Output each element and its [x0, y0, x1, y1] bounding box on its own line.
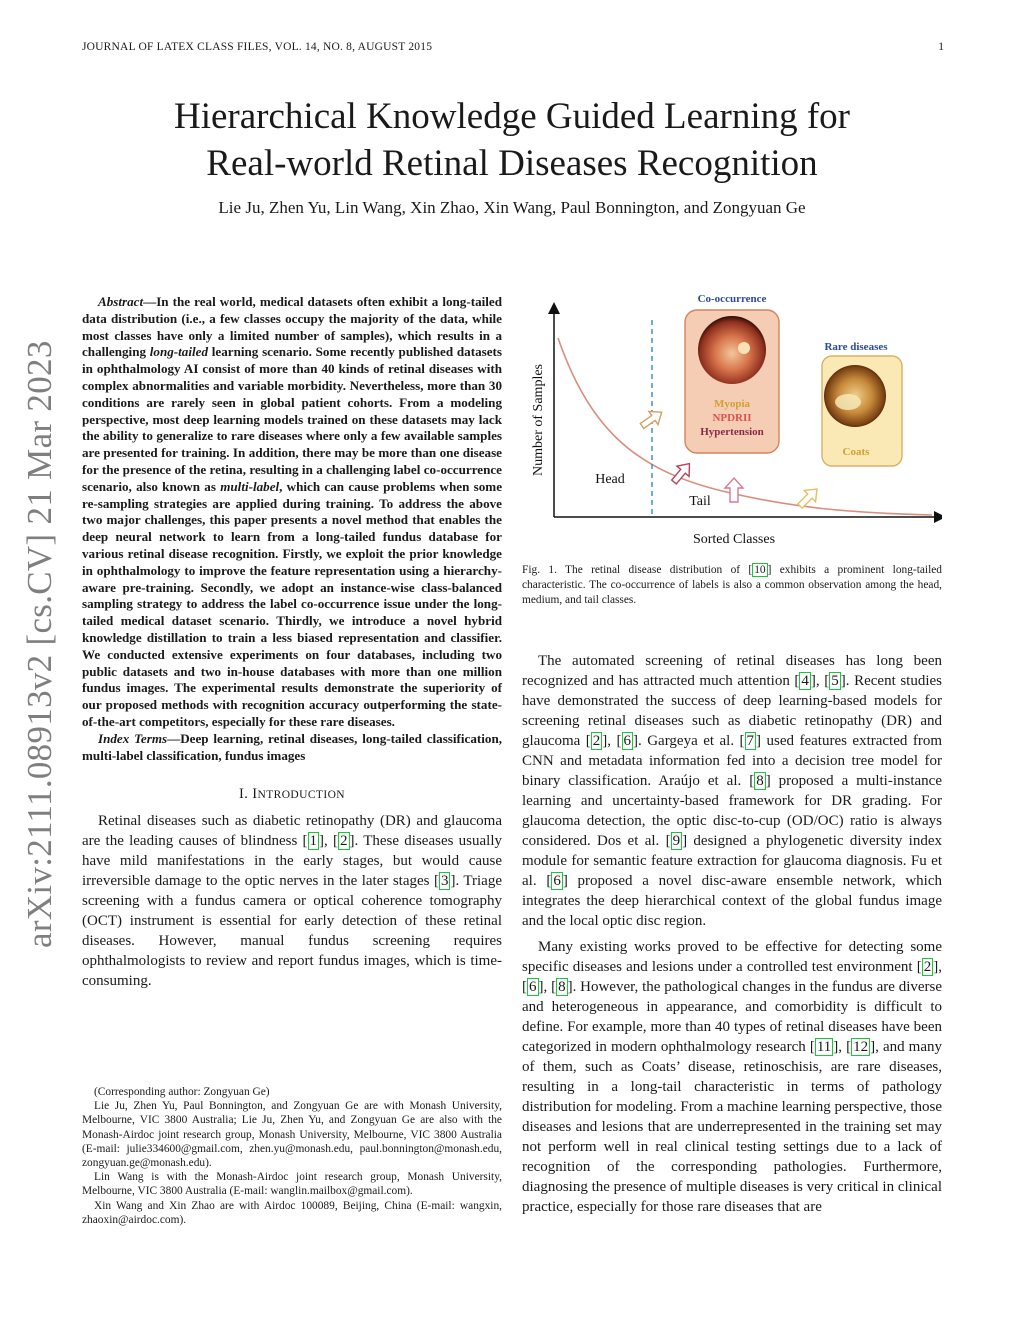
abstract-text-3: , which can cause problems when some re-sampling strategies are applied during training. To address the above two major challenges, this paper presents a novel method that enables the deep neural network to learn from a long-tailed fundus database for various retinal disease recognition. Firstly, we exploit the prior knowledge in ophthalmology to improve the feature representation using a hierarchy-aware pre-training. Secondly, we adopt an instance-wise class-balanced sampling strategy to address the label co-occurrence issue under the long-tailed medical dataset scenario. Thirdly, we introduce a novel hybrid knowledge distillation to train a less biased representation and classifier. We conducted extensive experiments on four databases, including two public datasets and two in-house databases with more than one million fundus images. The experimental results demonstrate the superiority of our proposed methods with recognition accuracy outperforming the state-of-the-art competitors, especially for these rare diseases.	[82, 478, 503, 729]
citation-link[interactable]: 8	[558, 979, 566, 995]
citation-link[interactable]: 2	[923, 959, 932, 975]
optic-disc	[738, 342, 750, 354]
index-terms	[82, 731, 502, 765]
citation-link[interactable]: 3	[440, 873, 449, 890]
disease-hypertension: Hypertension	[700, 426, 764, 438]
head-label: Head	[595, 472, 625, 487]
abstract-text-2: learning scenario. Some recently published datasets in ophthalmology AI consist of more than 40 kinds of retinal diseases with complex abnormalities and variable morbidity. Nevertheless, more than 30 conditions are rarely seen in global patient cohorts. From a modeling perspective, most deep learning models trained on these datasets may lack the ability to generalize to rare diseases where only a few available samples are presented for training. In addition, there may be more than one disease for the presence of the retina, resulting in a challenging label co-occurrence scenario, also known as	[82, 344, 502, 494]
citation-link[interactable]: 9	[672, 833, 681, 849]
body-paragraph-2: Many existing works proved to be effective for detecting some specific diseases and lesions under a controlled test environment [ 2 ], [ 6 ], [ 8 ]. However, the pathological changes in the fundus are diverse and heterogeneous in appearance, and comorbidity is difficult to define. For example, more than 40 types of retinal diseases have been categorized in modern ophthalmology research [ 11 ], [ 12 ], and many of them, such as Coats’ disease, retinoschisis, are rare diseases, resulting in a long-tail characteristic in terms of pathology distribution for modeling. From a machine learning perspective, those diseases and lesions that are underrepresented in the training set may not perform well in real clinical testing settings due to a lack of recognition of the corresponding pathologies. Furthermore, diagnosing the presence of multiple diseases is very critical in clinical practice, especially for those rare diseases that are	[522, 939, 943, 1215]
citation-link[interactable]: 7	[746, 733, 755, 749]
fundus-image-co-occurrence	[698, 316, 766, 384]
disease-coats: Coats	[842, 446, 870, 458]
right-column-body	[522, 651, 942, 1223]
footnotes	[82, 1085, 502, 1227]
citation-link[interactable]: 1	[309, 833, 318, 850]
intro-paragraph: Retinal diseases such as diabetic retinopathy (DR) and glaucoma are the leading causes of blindness [ 1 ], [ 2 ]. These diseases usually have mild manifestations in the early stages, but would cause irreversible damage to the optic nerves in the later stages [ 3 ]. Triage screening with a fundus camera or optical coherence tomography (OCT) instrument is essential for early detection of these retinal diseases. However, manual fundus screening requires ophthalmologists to review and report fundus images, which is time-consuming.	[82, 813, 503, 990]
section-heading-introduction	[82, 786, 502, 803]
section-number: I.	[239, 786, 249, 803]
left-column	[82, 294, 502, 991]
arrow-head-class	[668, 458, 696, 487]
citation-link[interactable]: 6	[623, 733, 631, 749]
disease-myopia: Myopia	[713, 398, 751, 410]
citation-link[interactable]: 2	[592, 733, 601, 749]
citation-link[interactable]: 6	[529, 979, 537, 995]
title-line-2: Real-world Retinal Diseases Recognition	[206, 143, 818, 184]
figure-1	[522, 286, 942, 548]
citation-link[interactable]: 10	[754, 564, 766, 576]
x-axis-label: Sorted Classes	[692, 532, 776, 547]
lesion-spot	[835, 394, 861, 410]
citation-link[interactable]: 5	[831, 673, 839, 689]
arrow-tail-class	[725, 478, 743, 502]
abstract	[82, 294, 502, 764]
y-axis-label: Number of Samples	[531, 364, 546, 476]
rare-diseases-label: Rare diseases	[824, 341, 888, 353]
abstract-label: Abstract	[98, 294, 144, 309]
disease-npdrii: NPDRII	[712, 412, 752, 424]
citation-link[interactable]: 11	[816, 1039, 832, 1055]
citation-link[interactable]: 6	[553, 873, 561, 889]
tail-label: Tail	[689, 494, 711, 509]
citation-link[interactable]: 4	[801, 673, 809, 689]
abstract-text-1: —In the real world, medical datasets often exhibit a long-tailed data distribution (i.e., a few classes occupy the majority of the data, while most classes have only a limited number of samples), which results in a challenging	[82, 294, 502, 360]
footnote-affiliation-3: Xin Wang and Xin Zhao are with Airdoc 100089, Beijing, China (E-mail: wangxin, zhaoxin@airdoc.com).	[82, 1199, 502, 1226]
section-title-initial: I	[252, 786, 258, 803]
footnote-corresponding: (Corresponding author: Zongyuan Ge)	[94, 1086, 270, 1098]
long-tail-diagram	[522, 286, 942, 548]
paper-title	[60, 93, 964, 187]
index-terms-text: —Deep learning, retinal diseases, long-tailed classification, multi-label classification, fundus images	[82, 730, 502, 763]
citation-link[interactable]: 8	[756, 773, 764, 789]
title-line-1: Hierarchical Knowledge Guided Learning for	[174, 96, 850, 137]
citation-link[interactable]: 12	[853, 1039, 869, 1055]
abstract-emphasis-2: multi-label	[220, 478, 280, 494]
running-header: JOURNAL OF LATEX CLASS FILES, VOL. 14, NO. 8, AUGUST 2015	[82, 41, 433, 53]
index-terms-label: Index Terms	[98, 730, 168, 746]
abstract-emphasis-1: long-tailed	[149, 344, 208, 360]
section-title-rest: NTRODUCTION	[257, 789, 345, 802]
footnote-affiliation-2: Lin Wang is with the Monash-Airdoc joint research group, Monash University, Melbourne, VIC 3800 Australia (E-mail: wanglin.mailbox@gmail.com).	[82, 1171, 502, 1198]
co-occurrence-label: Co-occurrence	[697, 293, 767, 305]
footnote-affiliation-1: Lie Ju, Zhen Yu, Paul Bonnington, and Zongyuan Ge are with Monash University, Melbourne, VIC 3800 Australia; Lie Ju, Zhen Yu, and Zongyuan Ge are also with the Monash-Airdoc joint research group, Monash University, Melbourne, VIC 3800 Australia (E-mail: julie334600@gmail.com, zhen.yu@monash.edu, paul.bonnington@monash.edu, zongyuan.ge@monash.edu).	[82, 1100, 502, 1170]
body-paragraph-1: The automated screening of retinal diseases has long been recognized and has attracted much attention [ 4 ], [ 5 ]. Recent studies have demonstrated the success of deep learning-based models for screening retinal diseases such as diabetic retinopathy (DR) and glaucoma [ 2 ], [ 6 ]. Gargeya et al. [ 7 ] used features extracted from CNN and metadata information fed into a decision tree model for binary classification. Araújo et al. [ 8 ] proposed a multi-instance learning and uncertainty-based framework for DR grading. For glaucoma detection, the optic disc-to-cup (OD/OC) ratio is always considered. Dos et al. [ 9 ] designed a phylogenetic diversity index module for semantic feature extraction for glaucoma diagnosis. Fu et al. [ 6 ] proposed a novel disc-aware ensemble network, which integrates the deep hierarchical context of the global fundus image and the local optic disc region.	[522, 653, 943, 929]
author-list: Lie Ju, Zhen Yu, Lin Wang, Xin Zhao, Xin Wang, Paul Bonnington, and Zongyuan Ge	[218, 198, 806, 217]
citation-link[interactable]: 2	[340, 833, 348, 850]
arxiv-watermark: arXiv:2111.08913v2 [cs.CV] 21 Mar 2023	[20, 340, 59, 948]
page-number: 1	[938, 41, 944, 53]
figure-caption: Fig. 1. The retinal disease distribution of [ 10 ] exhibits a prominent long-tailed characteristic. The co-occurrence of labels is also a common observation among the head, medium, and tail classes.	[522, 564, 942, 607]
